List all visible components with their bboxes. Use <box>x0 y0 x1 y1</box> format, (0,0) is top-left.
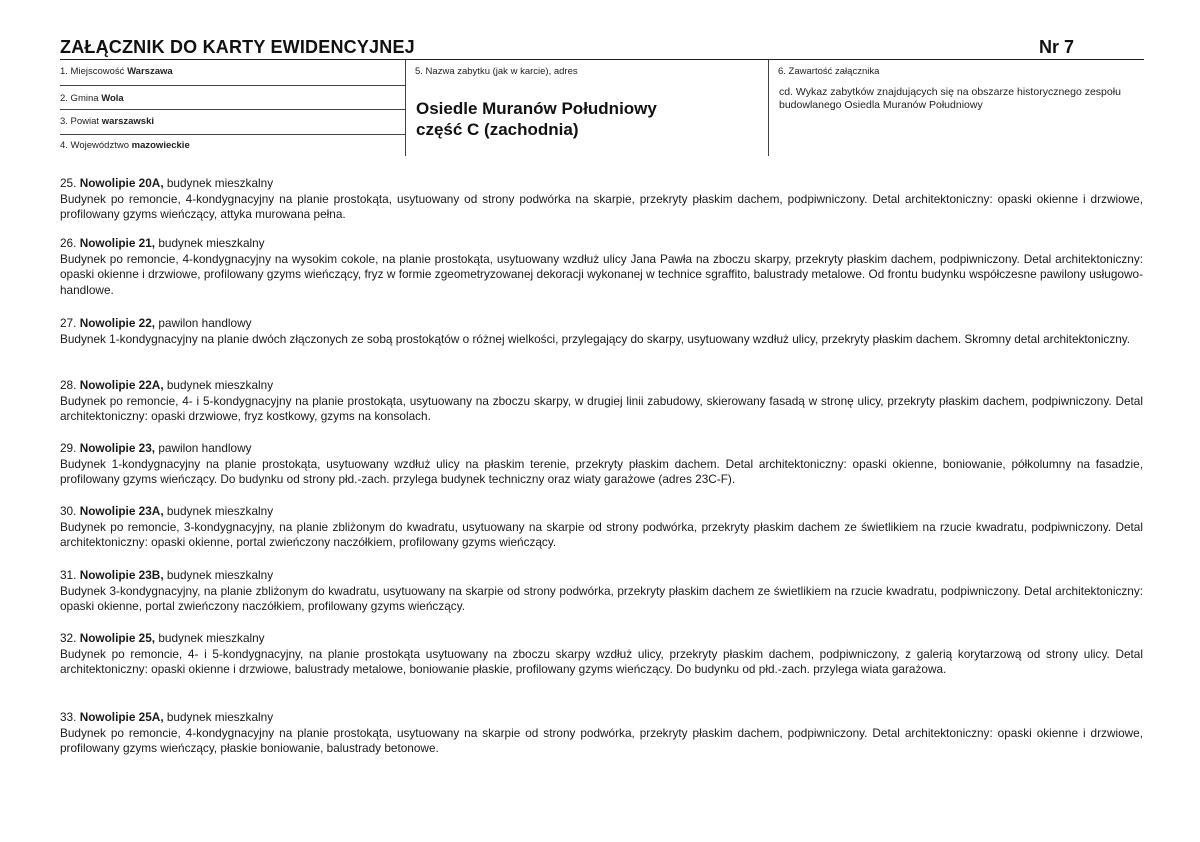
locality-label: 1. Miejscowość <box>60 66 125 77</box>
entry-address: Nowolipie 22A, <box>79 378 164 392</box>
divider <box>60 134 405 135</box>
entry-address: Nowolipie 23B, <box>79 568 164 582</box>
list-item <box>60 316 1143 347</box>
list-item <box>60 176 1143 223</box>
entry-type: budynek mieszkalny <box>158 631 265 645</box>
entry-heading <box>60 710 1143 726</box>
locality-field <box>60 66 405 77</box>
voivodeship-value: mazowieckie <box>131 140 190 151</box>
entry-heading <box>60 441 1143 457</box>
entry-description: Budynek po remoncie, 4- i 5-kondygnacyjny na planie prostokąta, usytuowany na zboczu skarpy, w drugiej linii zabudowy, skierowany fasadą w stronę ulicy, przekryty płaskim dachem, podpiwniczony. Detal architektoniczny: opaski drzwiowe, fryz kostkowy, gzyms na konsolach. <box>60 393 1143 423</box>
entry-address: Nowolipie 23A, <box>79 504 164 518</box>
list-item <box>60 710 1143 757</box>
entry-type: budynek mieszkalny <box>166 568 274 582</box>
county-label: 3. Powiat <box>60 116 100 127</box>
entry-number: 32. <box>60 631 77 645</box>
entry-heading <box>60 176 1143 192</box>
entry-number: 28. <box>60 378 77 392</box>
entry-number: 33. <box>60 710 77 724</box>
entry-number: 27. <box>60 316 77 330</box>
list-item <box>60 504 1143 551</box>
entry-heading <box>60 236 1143 252</box>
entry-address: Nowolipie 20A, <box>79 176 164 190</box>
entry-type: budynek mieszkalny <box>166 176 274 190</box>
commune-value: Wola <box>101 93 124 104</box>
entry-type: pawilon handlowy <box>158 316 252 330</box>
entry-description: Budynek po remoncie, 4-kondygnacyjny na planie prostokąta, usytuowany na skarpie od strony podwórka, przekryty płaskim dachem, podpiwniczony. Detal architektoniczny: opaski okienne i drzwiowe, profilowany gzyms wieńczący, płaskie boniowanie, balustrady betonowe. <box>60 725 1143 755</box>
entry-type: budynek mieszkalny <box>166 710 274 724</box>
document-number: Nr 7 <box>1038 37 1074 57</box>
commune-label: 2. Gmina <box>60 93 99 104</box>
entry-number: 31. <box>60 568 77 582</box>
entry-address: Nowolipie 21, <box>79 236 156 250</box>
document-title: ZAŁĄCZNIK DO KARTY EWIDENCYJNEJ <box>60 37 415 57</box>
monument-name-line1: Osiedle Muranów Południowy <box>416 99 657 118</box>
entry-type: budynek mieszkalny <box>166 504 274 518</box>
entry-description: Budynek 3-kondygnacyjny, na planie zbliżonym do kwadratu, usytuowany na skarpie od strony podwórka, przekryty płaskim dachem ze świetlikiem na rzucie kwadratu, podpiwniczony. Detal architektoniczny: opaski okienne, portal zwieńczony naczółkiem, profilowany gzyms wieńczący. <box>60 583 1143 613</box>
title-row <box>60 37 1142 61</box>
entry-heading <box>60 316 1143 332</box>
commune-field <box>60 93 405 104</box>
monument-column <box>405 60 769 156</box>
contents-label: 6. Zawartość załącznika <box>778 66 880 77</box>
entry-number: 25. <box>60 176 77 190</box>
entry-type: pawilon handlowy <box>158 441 252 455</box>
entry-address: Nowolipie 25A, <box>79 710 164 724</box>
contents-column <box>768 60 1145 156</box>
location-column <box>60 60 405 156</box>
monument-label: 5. Nazwa zabytku (jak w karcie), adres <box>415 66 578 77</box>
entry-type: budynek mieszkalny <box>158 236 265 250</box>
entry-description: Budynek po remoncie, 3-kondygnacyjny, na planie zbliżonym do kwadratu, usytuowany na skarpie od strony podwórka, przekryty płaskim dachem ze świetlikiem na rzucie kwadratu, podpiwniczony. Detal architektoniczny: opaski okienne, portal zwieńczony naczółkiem, profilowany gzyms wieńczący. <box>60 519 1143 549</box>
county-field <box>60 116 405 127</box>
divider <box>60 109 405 110</box>
contents-value: cd. Wykaz zabytków znajdujących się na obszarze historycznego zespołu budowlanego Osiedla Muranów Południowy <box>779 86 1121 111</box>
locality-value: Warszawa <box>127 66 173 77</box>
monument-name <box>416 98 756 140</box>
entry-description: Budynek 1-kondygnacyjny na planie prostokąta, usytuowany wzdłuż ulicy na płaskim terenie, przekryty płaskim dachem. Detal architektoniczny: opaski okienne, boniowanie, półkolumny na fasadzie, profilowany gzyms wieńczący. Do budynku od strony płd.-zach. przylega budynek techniczny oraz wiaty garażowe (adres 23C-F). <box>60 456 1143 486</box>
entry-type: budynek mieszkalny <box>166 378 274 392</box>
list-item <box>60 236 1143 298</box>
entry-address: Nowolipie 25, <box>79 631 156 645</box>
entry-heading <box>60 378 1143 394</box>
list-item <box>60 568 1143 615</box>
voivodeship-label: 4. Województwo <box>60 140 129 151</box>
monument-name-line2: część C (zachodnia) <box>416 120 579 139</box>
entry-number: 30. <box>60 504 77 518</box>
list-item <box>60 441 1143 488</box>
header-table <box>60 59 1144 156</box>
list-item <box>60 631 1143 678</box>
entry-address: Nowolipie 22, <box>79 316 156 330</box>
voivodeship-field <box>60 140 405 151</box>
list-item <box>60 378 1143 425</box>
entry-heading <box>60 631 1143 647</box>
entry-number: 26. <box>60 236 77 250</box>
entry-description: Budynek po remoncie, 4-kondygnacyjny na planie prostokąta, usytuowany od strony podwórka na skarpie, przekryty płaskim dachem, podpiwniczony. Detal architektoniczny: opaski okienne i drzwiowe, profilowany gzyms wieńczący, attyka murowana pełna. <box>60 191 1143 221</box>
county-value: warszawski <box>101 116 155 127</box>
entry-heading <box>60 568 1143 584</box>
entry-description: Budynek po remoncie, 4-kondygnacyjny na wysokim cokole, na planie prostokąta, usytuowany wzdłuż ulicy Jana Pawła na zboczu skarpy, przekryty płaskim dachem, podpiwniczony. Detal architektoniczny: opaski okienne i drzwiowe, profilowany gzyms wieńczący, fryz w formie zgeometryzowanej dekoracji wykonanej w technice sgraffito, balustrady metalowe. Od frontu budynku współczesne pawilony usługowo-handlowe. <box>60 251 1143 297</box>
divider <box>60 85 405 86</box>
entry-heading <box>60 504 1143 520</box>
entry-address: Nowolipie 23, <box>79 441 156 455</box>
entry-description: Budynek 1-kondygnacyjny na planie dwóch złączonych ze sobą prostokątów o różnej wielkości, przylegający do skarpy, usytuowany wzdłuż ulicy, przekryty płaskim dachem. Skromny detal architektoniczny. <box>60 331 1131 346</box>
entry-description: Budynek po remoncie, 4- i 5-kondygnacyjny, na planie prostokąta usytuowany na zboczu skarpy wzdłuż ulicy, przekryty płaskim dachem, podpiwniczony, z galerią korytarzową od strony ulicy. Detal architektoniczny: opaski okienne i drzwiowe, balustrady metalowe, boniowanie płaskie, profilowany gzyms wieńczący. Do budynku od płd.-zach. przylega wiata garażowa. <box>60 646 1143 676</box>
entry-number: 29. <box>60 441 77 455</box>
